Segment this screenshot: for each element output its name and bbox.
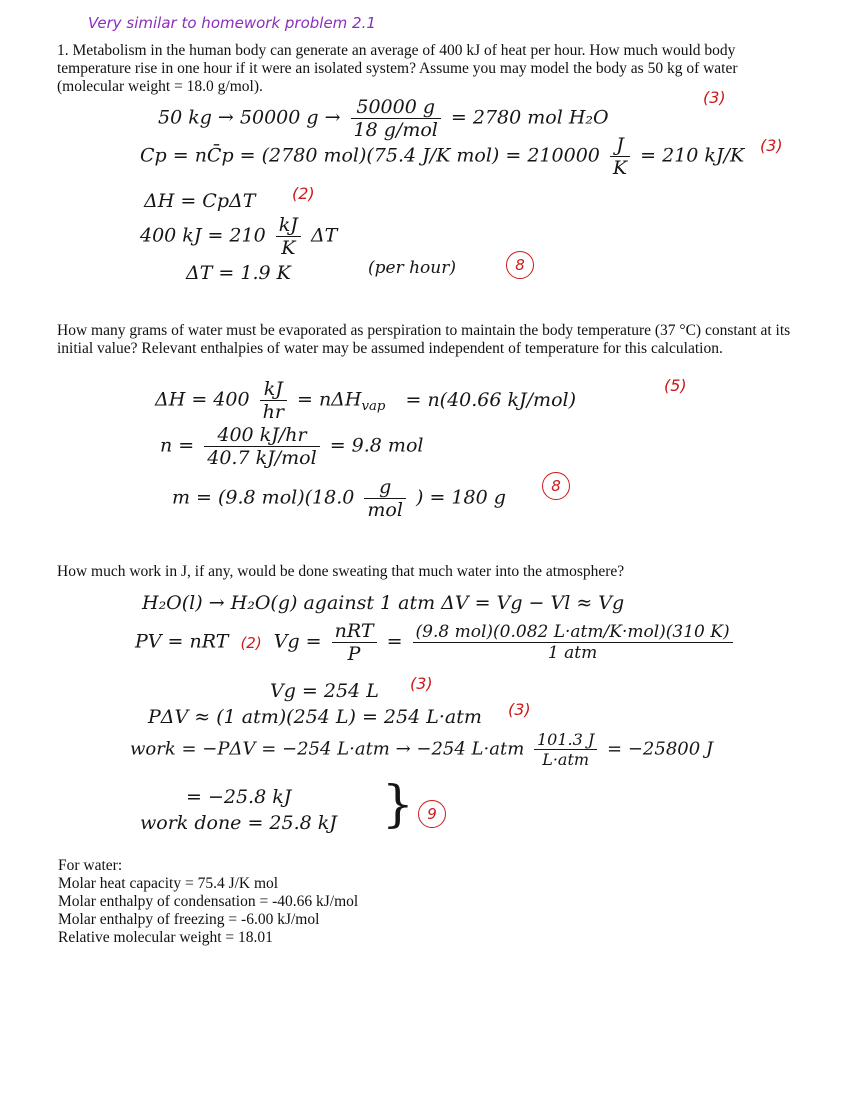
q3-work-line-3: Vg = 254 L: [270, 680, 379, 702]
q1-work-line-5: ΔT = 1.9 K: [186, 262, 291, 284]
constant-heat-capacity: Molar heat capacity = 75.4 J/K mol: [58, 875, 279, 892]
question-1-prompt: 1. Metabolism in the human body can generate an average of 400 kJ of heat per hour. How much would body temperature rise in one hour if it were an isolated system? Assume you may model the body as 50 kg of water (molecular weight = 18.0 g/mol).: [57, 42, 738, 95]
water-constants-heading: For water:: [58, 857, 123, 874]
q3-work-line-4: PΔV ≈ (1 atm)(254 L) = 254 L·atm: [148, 706, 482, 728]
q3-total-points: 9: [418, 800, 446, 828]
q1-work-line-1: 50 kg → 50000 g → $\frac{50000 g}{\text{18 g/mol}}$ = 2780 mol H₂O: [158, 96, 609, 141]
water-constants: [58, 857, 358, 947]
constant-enthalpy-condensation: Molar enthalpy of condensation = -40.66 kJ/mol: [58, 893, 359, 910]
q1-work-line-3: ΔH = CpΔT: [144, 190, 256, 212]
q3-work-line-5: work = −PΔV = −254 L·atm → −254 L·atm $\frac{101.3 J}{\text{L·atm}}$ = −25800 J: [130, 730, 714, 769]
constant-molecular-weight: Relative molecular weight = 18.01: [58, 929, 273, 946]
q2-total-points: 8: [542, 472, 570, 500]
q3-points-1: (2): [240, 633, 262, 652]
q3-work-line-1: H₂O(l) → H₂O(g) against 1 atm ΔV = Vg − Vl ≈ Vg: [142, 592, 625, 614]
q3-points-3: (3): [508, 700, 531, 719]
q1-points-3: (2): [292, 184, 315, 203]
q2-work-line-3: m = (9.8 mol)(18.0 $\frac{g}{\text{mol}}$ ) = 180 g: [172, 476, 506, 521]
header-note: Very similar to homework problem 2.1: [88, 14, 376, 32]
q1-work-line-4: 400 kJ = 210 $\frac{kJ}{K}$ ΔT: [140, 214, 338, 259]
q2-points-1: (5): [664, 376, 687, 395]
q1-points-1: (3): [703, 88, 726, 107]
q2-work-line-1: ΔH = 400 $\frac{kJ}{hr}$ = nΔH$_{vap}$ = n(40.66 kJ/mol): [155, 378, 577, 423]
q1-work-line-2: Cp = nC̄p = (2780 mol)(75.4 J/K mol) = 210000 $\frac{J}{K}$ = 210 kJ/K: [140, 134, 745, 179]
q3-work-line-2: PV = nRT (2) Vg = $\frac{\text{nRT}}{P}$ = $\frac{\text{(9.8 mol)(0.082 L·atm/K·mol)(310 K)}}{\text{1 atm}}$: [135, 620, 737, 665]
q3-points-2: (3): [410, 674, 433, 693]
constant-enthalpy-freezing: Molar enthalpy of freezing = -6.00 kJ/mol: [58, 911, 320, 928]
q1-per-hour-note: (per hour): [368, 258, 456, 278]
q3-work-line-6: = −25.8 kJ: [186, 786, 292, 808]
answer-brace: }: [382, 775, 414, 833]
q1-points-2: (3): [760, 136, 783, 155]
question-2-prompt: How many grams of water must be evaporated as perspiration to maintain the body temperature (37 °C) constant at its initial value? Relevant enthalpies of water may be assumed independent of temperature for this calculation.: [57, 322, 791, 357]
question-3-prompt: How much work in J, if any, would be done sweating that much water into the atmosphere?: [57, 563, 625, 580]
q1-total-points: 8: [506, 251, 534, 279]
q1-fraction-mass-molar: $\frac{50000 g}{\text{18 g/mol}}$: [351, 96, 441, 141]
q2-work-line-2: n = $\frac{400 kJ/hr}{\text{40.7 kJ/mol}}$ = 9.8 mol: [160, 424, 424, 469]
q3-work-line-7: work done = 25.8 kJ: [140, 812, 337, 834]
